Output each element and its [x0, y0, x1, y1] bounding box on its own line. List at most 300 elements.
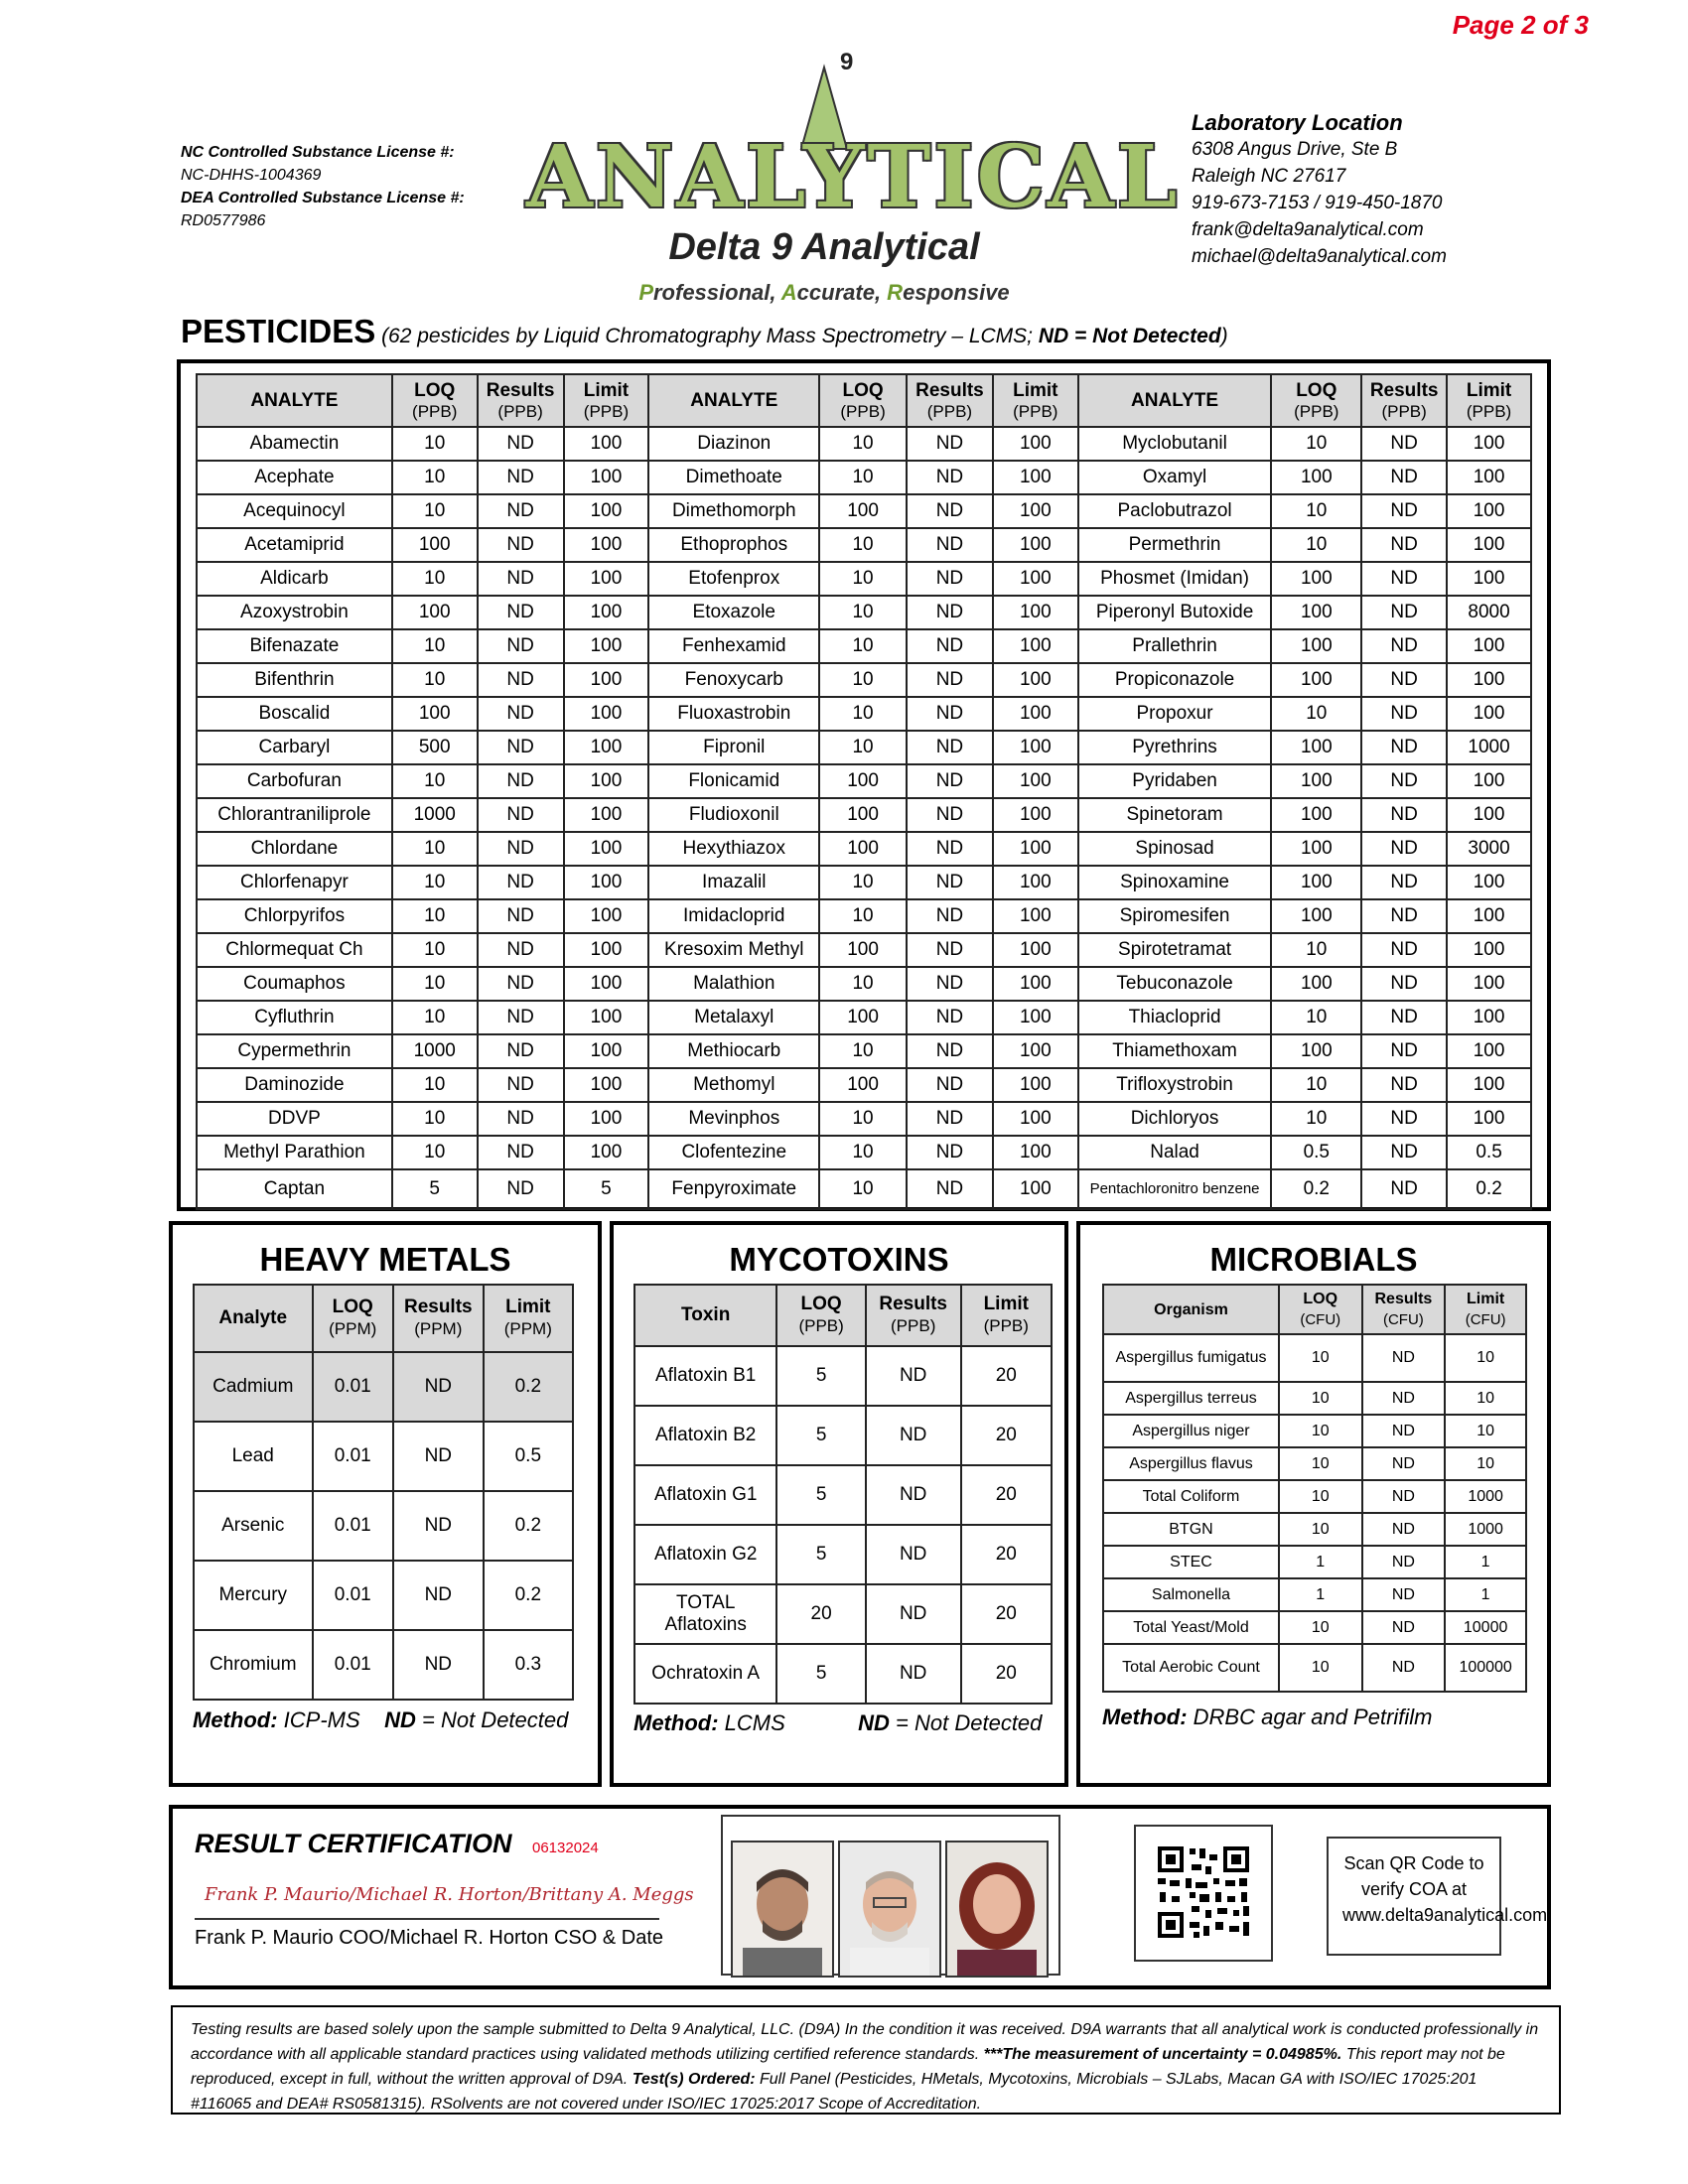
table-cell: 10	[392, 1001, 478, 1034]
table-cell: 1	[1445, 1546, 1526, 1578]
microbials-method: Method: DRBC agar and Petrifilm	[1102, 1705, 1433, 1729]
table-cell: 10	[1279, 1611, 1362, 1644]
table-cell: 10000	[1445, 1611, 1526, 1644]
staff-photo-1	[731, 1841, 834, 1978]
column-header-label: Limit	[505, 1297, 551, 1317]
table-cell: Spirotetramat	[1078, 933, 1272, 967]
table-cell: 1000	[392, 798, 478, 832]
table-cell: 10	[1271, 494, 1361, 528]
company-logo	[526, 48, 1181, 316]
table-cell: 100	[564, 866, 649, 899]
table-cell: ND	[1362, 1382, 1446, 1415]
table-cell: 10	[819, 1102, 907, 1136]
column-header	[392, 374, 478, 427]
table-row	[197, 1001, 1531, 1034]
heavy-metals-table	[193, 1284, 574, 1701]
table-cell: ND	[1361, 899, 1447, 933]
logo-superscript: 9	[840, 49, 854, 75]
heavy-metals-title: HEAVY METALS	[259, 1241, 511, 1278]
table-row	[194, 1491, 573, 1561]
column-header-label: ANALYTE	[1131, 390, 1219, 411]
table-cell: Aspergillus flavus	[1103, 1447, 1279, 1480]
table-cell: Aspergillus niger	[1103, 1415, 1279, 1447]
table-row	[634, 1525, 1052, 1584]
table-cell: 100	[564, 832, 649, 866]
table-cell: 100	[1271, 832, 1361, 866]
table-cell: ND	[1361, 832, 1447, 866]
table-cell: 100	[1271, 562, 1361, 596]
table-cell: Aflatoxin G2	[634, 1525, 776, 1584]
table-cell: 20	[776, 1584, 865, 1644]
table-cell: ND	[478, 1034, 564, 1068]
table-row	[197, 697, 1531, 731]
table-cell: 0.01	[313, 1561, 393, 1630]
table-cell: 100	[564, 562, 649, 596]
column-unit: (PPB)	[1466, 401, 1512, 421]
table-cell: 10	[392, 1102, 478, 1136]
table-cell: Imidacloprid	[648, 899, 819, 933]
table-cell: STEC	[1103, 1546, 1279, 1578]
table-cell: 10	[392, 866, 478, 899]
page-number: Page 2 of 3	[1452, 10, 1589, 40]
table-cell: Cypermethrin	[197, 1034, 392, 1068]
column-header	[564, 374, 649, 427]
table-cell: 20	[961, 1406, 1052, 1465]
column-header-label: Limit	[1467, 1291, 1505, 1307]
column-unit: (CFU)	[1300, 1311, 1341, 1328]
table-cell: 1000	[1445, 1513, 1526, 1546]
table-cell: Propiconazole	[1078, 663, 1272, 697]
table-cell: 500	[392, 731, 478, 764]
table-cell: Mevinphos	[648, 1102, 819, 1136]
table-cell: ND	[1362, 1415, 1446, 1447]
table-cell: 100	[564, 731, 649, 764]
table-cell: 5	[776, 1346, 865, 1406]
table-cell: 100	[1447, 697, 1531, 731]
column-header	[1271, 374, 1361, 427]
lab-location	[1192, 109, 1447, 270]
table-cell: Aflatoxin G1	[634, 1465, 776, 1525]
table-cell: Bifenthrin	[197, 663, 392, 697]
table-cell: 100	[993, 1001, 1078, 1034]
column-unit: (PPB)	[583, 401, 630, 421]
table-cell: ND	[478, 933, 564, 967]
column-header	[194, 1285, 313, 1352]
table-cell: Dimethomorph	[648, 494, 819, 528]
table-cell: Oxamyl	[1078, 461, 1272, 494]
table-cell: ND	[907, 427, 993, 461]
table-cell: 100	[1271, 967, 1361, 1001]
table-cell: Carbofuran	[197, 764, 392, 798]
table-cell: 100	[564, 1136, 649, 1169]
table-cell: Chromium	[194, 1630, 313, 1700]
table-cell: 1000	[1445, 1480, 1526, 1513]
column-header-label: ANALYTE	[690, 390, 778, 411]
table-cell: ND	[478, 427, 564, 461]
column-unit: (PPB)	[926, 401, 973, 421]
table-row	[1103, 1644, 1526, 1692]
table-row	[1103, 1382, 1526, 1415]
table-cell: Acetamiprid	[197, 528, 392, 562]
table-cell: 10	[392, 933, 478, 967]
table-cell: 10	[1279, 1513, 1362, 1546]
table-cell: 100	[993, 562, 1078, 596]
column-header	[1445, 1285, 1526, 1334]
table-cell: 10	[392, 629, 478, 663]
table-cell: Etoxazole	[648, 596, 819, 629]
table-cell: 0.2	[484, 1561, 573, 1630]
table-cell: ND	[1362, 1546, 1446, 1578]
table-cell: ND	[907, 798, 993, 832]
column-unit: (PPB)	[1381, 401, 1427, 421]
table-cell: 100	[1271, 596, 1361, 629]
table-cell: Prallethrin	[1078, 629, 1272, 663]
column-header	[776, 1285, 865, 1346]
table-cell: Nalad	[1078, 1136, 1272, 1169]
pesticides-heading: PESTICIDES (62 pesticides by Liquid Chromatography Mass Spectrometry – LCMS; ND = Not Detected)	[181, 313, 1228, 349]
table-row	[197, 764, 1531, 798]
table-cell: 20	[961, 1346, 1052, 1406]
table-cell: 100	[1271, 731, 1361, 764]
table-cell: 10	[1279, 1644, 1362, 1692]
table-row	[197, 1102, 1531, 1136]
table-cell: 100	[819, 764, 907, 798]
column-unit: (PPB)	[412, 401, 458, 421]
table-cell: 0.3	[484, 1630, 573, 1700]
table-cell: 100	[993, 1102, 1078, 1136]
disclaimer: Testing results are based solely upon the sample submitted to Delta 9 Analytical, LLC. (D9A) In the condition it was received. D9A warrants that all analytical work is conducted professionally in accordance with all applicable standard practices using validated methods utilizing certified reference standards. ***The measurement of uncertainty = 0.04985%. This report may not be reproduced, except in full, without the written approval of D9A. Test(s) Ordered: Full Panel (Pesticides, HMetals, Mycotoxins, Microbials – SJLabs, Macan GA with ISO/IEC 17025:201 #116065 and DEA# RS0581315). RSolvents are not covered under ISO/IEC 17025:2017 Scope of Accreditation.	[171, 2005, 1561, 2115]
table-cell: 100	[993, 697, 1078, 731]
table-row	[197, 596, 1531, 629]
table-row	[197, 1068, 1531, 1102]
table-cell: ND	[907, 967, 993, 1001]
table-cell: 100	[1447, 933, 1531, 967]
table-cell: Total Yeast/Mold	[1103, 1611, 1279, 1644]
table-cell: ND	[393, 1422, 484, 1491]
table-cell: 10	[1445, 1447, 1526, 1480]
table-row	[634, 1346, 1052, 1406]
table-cell: ND	[1362, 1644, 1446, 1692]
mycotoxins-method: Method: LCMS ND = Not Detected	[633, 1710, 1043, 1735]
table-cell: 10	[392, 967, 478, 1001]
table-cell: ND	[393, 1561, 484, 1630]
table-cell: 10	[1271, 528, 1361, 562]
table-cell: 10	[1445, 1382, 1526, 1415]
table-cell: ND	[907, 1001, 993, 1034]
microbials-title: MICROBIALS	[1209, 1241, 1418, 1278]
table-cell: 100	[564, 427, 649, 461]
table-cell: 100	[1447, 866, 1531, 899]
table-cell: ND	[866, 1584, 961, 1644]
table-cell: Aspergillus fumigatus	[1103, 1334, 1279, 1382]
table-cell: Dichloryos	[1078, 1102, 1272, 1136]
table-cell: 100	[1447, 1001, 1531, 1034]
table-cell: 100	[564, 933, 649, 967]
table-cell: 100	[564, 1068, 649, 1102]
table-cell: ND	[907, 764, 993, 798]
table-cell: 10	[819, 967, 907, 1001]
table-cell: 0.2	[484, 1491, 573, 1561]
table-cell: 100	[1271, 663, 1361, 697]
table-cell: Carbaryl	[197, 731, 392, 764]
table-cell: 10	[819, 562, 907, 596]
table-cell: 100	[1271, 866, 1361, 899]
table-cell: Chlormequat Ch	[197, 933, 392, 967]
table-cell: 10	[819, 1034, 907, 1068]
microbials-header-row	[1103, 1285, 1526, 1334]
logo-word: ANALYTICAL	[526, 127, 1181, 227]
table-cell: ND	[907, 596, 993, 629]
table-cell: 100	[819, 798, 907, 832]
table-cell: ND	[478, 1001, 564, 1034]
table-cell: Chlorfenapyr	[197, 866, 392, 899]
certification-title: RESULT CERTIFICATION	[195, 1829, 512, 1858]
table-cell: ND	[1361, 731, 1447, 764]
table-row	[1103, 1513, 1526, 1546]
table-cell: ND	[1361, 1136, 1447, 1169]
column-header	[1078, 374, 1272, 427]
table-cell: ND	[478, 967, 564, 1001]
table-cell: ND	[1361, 798, 1447, 832]
table-cell: 20	[961, 1584, 1052, 1644]
table-cell: Phosmet (Imidan)	[1078, 562, 1272, 596]
table-cell: 100	[1447, 967, 1531, 1001]
table-cell: Ethoprophos	[648, 528, 819, 562]
mycotoxins-header-row	[634, 1285, 1052, 1346]
table-cell: 10	[392, 832, 478, 866]
table-cell: 100	[392, 596, 478, 629]
table-cell: ND	[907, 933, 993, 967]
lab-email1[interactable]: frank@delta9analytical.com	[1192, 219, 1424, 240]
pesticides-table	[196, 373, 1532, 1210]
table-cell: 100	[993, 1169, 1078, 1209]
lab-address1: 6308 Angus Drive, Ste B	[1192, 139, 1398, 160]
table-cell: 5	[564, 1169, 649, 1209]
column-header-label: LOQ	[332, 1297, 373, 1317]
table-cell: 100	[993, 494, 1078, 528]
column-header	[484, 1285, 573, 1352]
column-header	[1103, 1285, 1279, 1334]
table-cell: 10	[1279, 1334, 1362, 1382]
column-header-label: LOQ	[1296, 379, 1337, 401]
table-row	[197, 629, 1531, 663]
signature-line	[195, 1918, 659, 1920]
table-cell: 100	[993, 629, 1078, 663]
table-cell: 3000	[1447, 832, 1531, 866]
pesticides-header-row	[197, 374, 1531, 427]
table-cell: ND	[1361, 1068, 1447, 1102]
table-cell: 100	[1447, 1102, 1531, 1136]
table-row	[1103, 1415, 1526, 1447]
column-header-label: LOQ	[800, 1294, 842, 1314]
table-cell: 100	[1447, 461, 1531, 494]
lab-email2[interactable]: michael@delta9analytical.com	[1192, 246, 1447, 267]
table-row	[197, 1169, 1531, 1209]
table-cell: Lead	[194, 1422, 313, 1491]
table-cell: 100	[819, 832, 907, 866]
table-cell: Cadmium	[194, 1352, 313, 1422]
table-cell: 100	[564, 1001, 649, 1034]
column-header-label: Results	[879, 1294, 947, 1314]
column-header	[313, 1285, 393, 1352]
table-cell: 0.01	[313, 1491, 393, 1561]
table-cell: 100	[1447, 1034, 1531, 1068]
table-cell: Salmonella	[1103, 1578, 1279, 1611]
table-cell: 20	[961, 1644, 1052, 1704]
table-cell: 100	[564, 798, 649, 832]
table-cell: ND	[478, 1136, 564, 1169]
table-cell: ND	[907, 1034, 993, 1068]
column-header-label: Analyte	[218, 1307, 288, 1328]
table-cell: ND	[907, 663, 993, 697]
table-row	[197, 461, 1531, 494]
table-cell: Propoxur	[1078, 697, 1272, 731]
table-cell: 100	[1447, 562, 1531, 596]
table-cell: 10	[819, 731, 907, 764]
table-cell: Spinosad	[1078, 832, 1272, 866]
heavy-metals-method: Method: ICP-MS ND = Not Detected	[193, 1707, 569, 1732]
table-cell: 100	[1447, 764, 1531, 798]
table-cell: ND	[478, 562, 564, 596]
table-cell: Trifloxystrobin	[1078, 1068, 1272, 1102]
qr-code-icon[interactable]	[1134, 1825, 1273, 1962]
table-row	[1103, 1611, 1526, 1644]
logo-tagline: Professional, Accurate, Responsive	[638, 280, 1010, 305]
table-row	[197, 1136, 1531, 1169]
table-cell: Bifenazate	[197, 629, 392, 663]
column-unit: (CFU)	[1465, 1311, 1506, 1328]
lab-phone: 919-673-7153 / 919-450-1870	[1192, 193, 1443, 213]
table-cell: ND	[1362, 1513, 1446, 1546]
table-row	[194, 1352, 573, 1422]
table-cell: Flonicamid	[648, 764, 819, 798]
table-cell: ND	[478, 1102, 564, 1136]
column-header-label: Limit	[1466, 379, 1512, 401]
column-header	[393, 1285, 484, 1352]
table-cell: Dimethoate	[648, 461, 819, 494]
table-cell: 100	[1447, 494, 1531, 528]
table-cell: 100	[1271, 798, 1361, 832]
table-cell: ND	[1362, 1578, 1446, 1611]
qr-note: Scan QR Code to verify COA at www.delta9analytical.com	[1342, 1853, 1548, 1925]
microbials-table	[1102, 1284, 1527, 1693]
table-row	[197, 731, 1531, 764]
table-cell: ND	[907, 1136, 993, 1169]
table-cell: 100	[564, 967, 649, 1001]
table-cell: Myclobutanil	[1078, 427, 1272, 461]
table-row	[194, 1422, 573, 1491]
column-header-label: Results	[1369, 379, 1439, 401]
table-cell: 100	[1447, 1068, 1531, 1102]
table-cell: ND	[1361, 427, 1447, 461]
column-header-label: Organism	[1154, 1300, 1228, 1318]
table-cell: 10	[392, 494, 478, 528]
table-cell: 1	[1279, 1546, 1362, 1578]
table-cell: Thiacloprid	[1078, 1001, 1272, 1034]
table-row	[197, 967, 1531, 1001]
table-cell: ND	[1362, 1480, 1446, 1513]
table-cell: 0.2	[1447, 1169, 1531, 1209]
table-cell: ND	[1361, 1001, 1447, 1034]
table-cell: Pentachloronitro benzene	[1078, 1169, 1272, 1209]
table-cell: ND	[393, 1630, 484, 1700]
table-cell: 100	[392, 697, 478, 731]
table-cell: 0.5	[484, 1422, 573, 1491]
column-header	[907, 374, 993, 427]
table-row	[634, 1644, 1052, 1704]
signature: Frank P. Maurio/Michael R. Horton/Brittany A. Meggs	[205, 1884, 694, 1905]
nc-license-value: NC-DHHS-1004369	[181, 167, 322, 184]
table-cell: ND	[907, 1068, 993, 1102]
table-cell: 10	[1445, 1415, 1526, 1447]
table-cell: Etofenprox	[648, 562, 819, 596]
table-cell: TOTAL Aflatoxins	[634, 1584, 776, 1644]
table-row	[194, 1561, 573, 1630]
column-header	[648, 374, 819, 427]
table-cell: ND	[1361, 528, 1447, 562]
table-cell: 1000	[392, 1034, 478, 1068]
column-unit: (PPB)	[983, 1316, 1029, 1335]
table-cell: 10	[819, 1136, 907, 1169]
table-cell: ND	[478, 697, 564, 731]
table-cell: 10	[1271, 1068, 1361, 1102]
table-cell: Coumaphos	[197, 967, 392, 1001]
table-cell: 100	[564, 697, 649, 731]
table-cell: 5	[776, 1406, 865, 1465]
table-row	[197, 562, 1531, 596]
column-unit: (PPM)	[503, 1319, 552, 1338]
nc-license-label: NC Controlled Substance License #:	[181, 144, 455, 161]
table-cell: ND	[907, 562, 993, 596]
column-header	[1279, 1285, 1362, 1334]
table-cell: ND	[1361, 866, 1447, 899]
table-cell: 10	[392, 764, 478, 798]
table-row	[197, 494, 1531, 528]
table-cell: DDVP	[197, 1102, 392, 1136]
table-cell: 10	[392, 899, 478, 933]
lab-address2: Raleigh NC 27617	[1192, 166, 1346, 187]
table-row	[197, 899, 1531, 933]
dea-license-label: DEA Controlled Substance License #:	[181, 190, 465, 206]
table-cell: Fenpyroximate	[648, 1169, 819, 1209]
table-cell: Methiocarb	[648, 1034, 819, 1068]
table-cell: ND	[866, 1644, 961, 1704]
column-unit: (PPM)	[329, 1319, 377, 1338]
table-cell: ND	[478, 731, 564, 764]
column-unit: (PPB)	[840, 401, 886, 421]
table-cell: 100	[819, 1068, 907, 1102]
table-cell: Acequinocyl	[197, 494, 392, 528]
table-cell: ND	[1361, 663, 1447, 697]
table-cell: Fipronil	[648, 731, 819, 764]
table-cell: Kresoxim Methyl	[648, 933, 819, 967]
table-cell: Tebuconazole	[1078, 967, 1272, 1001]
table-cell: ND	[478, 764, 564, 798]
table-row	[634, 1406, 1052, 1465]
table-cell: 100	[993, 832, 1078, 866]
table-cell: ND	[866, 1465, 961, 1525]
table-cell: ND	[393, 1491, 484, 1561]
table-cell: Total Aerobic Count	[1103, 1644, 1279, 1692]
column-header-label: Results	[915, 379, 984, 401]
table-cell: 0.5	[1271, 1136, 1361, 1169]
table-cell: 100	[1447, 427, 1531, 461]
table-cell: ND	[478, 663, 564, 697]
table-cell: Daminozide	[197, 1068, 392, 1102]
table-cell: 10	[1279, 1382, 1362, 1415]
table-row	[634, 1584, 1052, 1644]
table-cell: 20	[961, 1525, 1052, 1584]
